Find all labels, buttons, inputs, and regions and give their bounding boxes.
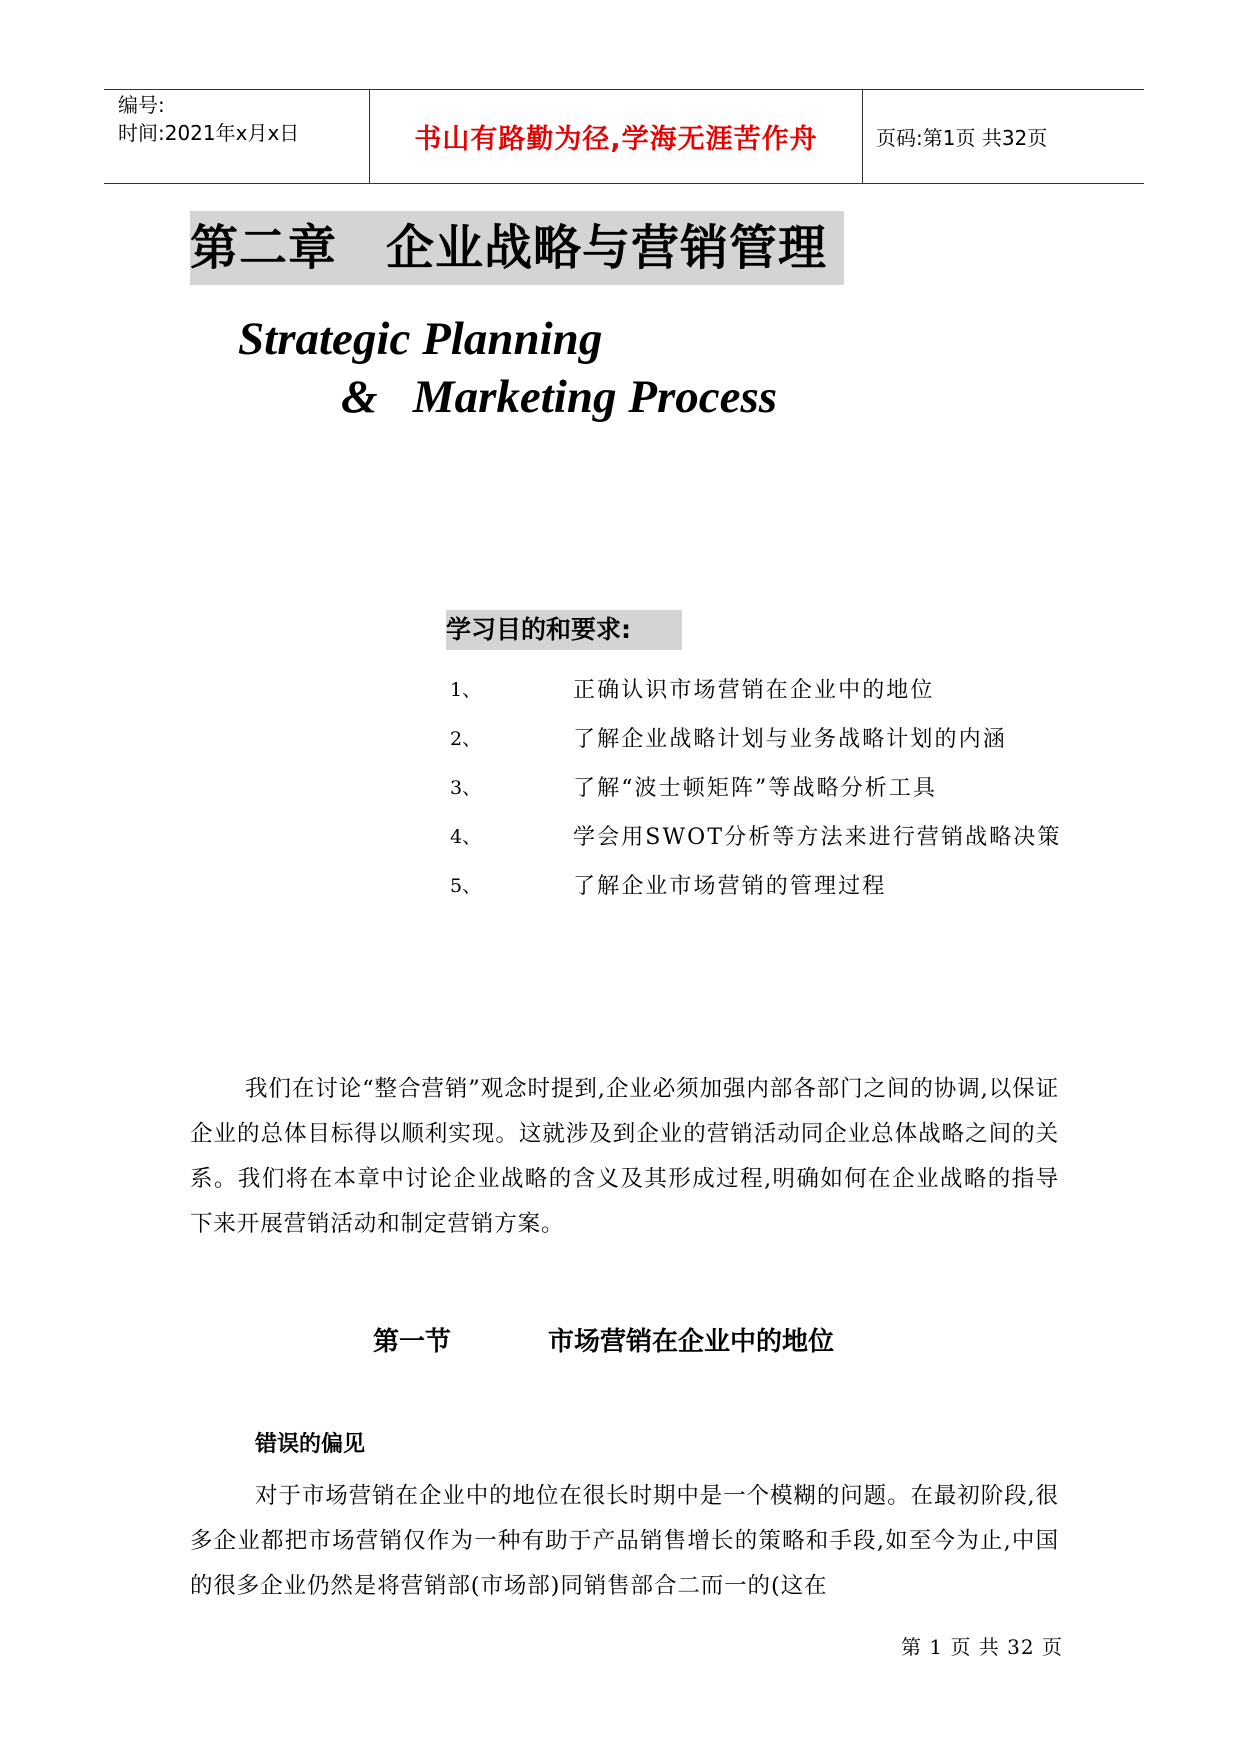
header-page-info: 页码:第1页 共32页 bbox=[876, 126, 1048, 150]
objective-number: 2、 bbox=[450, 728, 482, 750]
header-motto: 书山有路勤为径,学海无涯苦作舟 bbox=[370, 90, 863, 183]
objective-number: 3、 bbox=[450, 777, 482, 799]
document-header bbox=[104, 89, 1144, 184]
chapter-english-title-line1: Strategic Planning bbox=[238, 313, 603, 365]
objectives-heading: 学习目的和要求: bbox=[446, 610, 682, 650]
section-number: 第一节 bbox=[373, 1327, 452, 1357]
objective-item bbox=[450, 713, 1062, 762]
objective-text: 正确认识市场营销在企业中的地位 bbox=[573, 678, 935, 703]
chapter-title: 第二章 企业战略与营销管理 bbox=[190, 211, 844, 285]
document-time-label: 时间:2021年x月x日 bbox=[118, 121, 300, 145]
objective-item bbox=[450, 860, 1062, 909]
objectives-list bbox=[450, 664, 1062, 909]
objective-item bbox=[450, 762, 1062, 811]
objective-text: 学会用SWOT分析等方法来进行营销战略决策 bbox=[573, 825, 1062, 850]
page-footer: 第 1 页 共 32 页 bbox=[901, 1635, 1063, 1659]
chapter-english-title-line2: & Marketing Process bbox=[341, 371, 778, 423]
objective-number: 5、 bbox=[450, 875, 482, 897]
objective-text: 了解“波士顿矩阵”等战略分析工具 bbox=[573, 776, 938, 801]
objective-number: 4、 bbox=[450, 826, 482, 848]
objective-item bbox=[450, 664, 1062, 713]
header-left-cell bbox=[104, 90, 370, 183]
document-number-label: 编号: bbox=[118, 93, 165, 117]
subsection-heading: 错误的偏见 bbox=[255, 1432, 366, 1457]
objective-text: 了解企业战略计划与业务战略计划的内涵 bbox=[573, 727, 1007, 752]
section-title-text: 市场营销在企业中的地位 bbox=[548, 1327, 835, 1357]
objective-item bbox=[450, 811, 1062, 860]
section-title bbox=[373, 1321, 834, 1358]
objective-number: 1、 bbox=[450, 679, 482, 701]
intro-paragraph: 我们在讨论“整合营销”观念时提到,企业必须加强内部各部门之间的协调,以保证企业的总体目标得以顺利实现。这就涉及到企业的营销活动同企业总体战略之间的关系。我们将在本章中讨论企业战略的含义及其形成过程,明确如何在企业战略的指导下来开展营销活动和制定营销方案。 bbox=[190, 1076, 1059, 1237]
subsection-paragraph: 对于市场营销在企业中的地位在很长时期中是一个模糊的问题。在最初阶段,很多企业都把市场营销仅作为一种有助于产品销售增长的策略和手段,如至今为止,中国的很多企业仍然是将营销部(市场部)同销售部合二而一的(这在 bbox=[190, 1483, 1059, 1599]
objective-text: 了解企业市场营销的管理过程 bbox=[573, 874, 887, 899]
